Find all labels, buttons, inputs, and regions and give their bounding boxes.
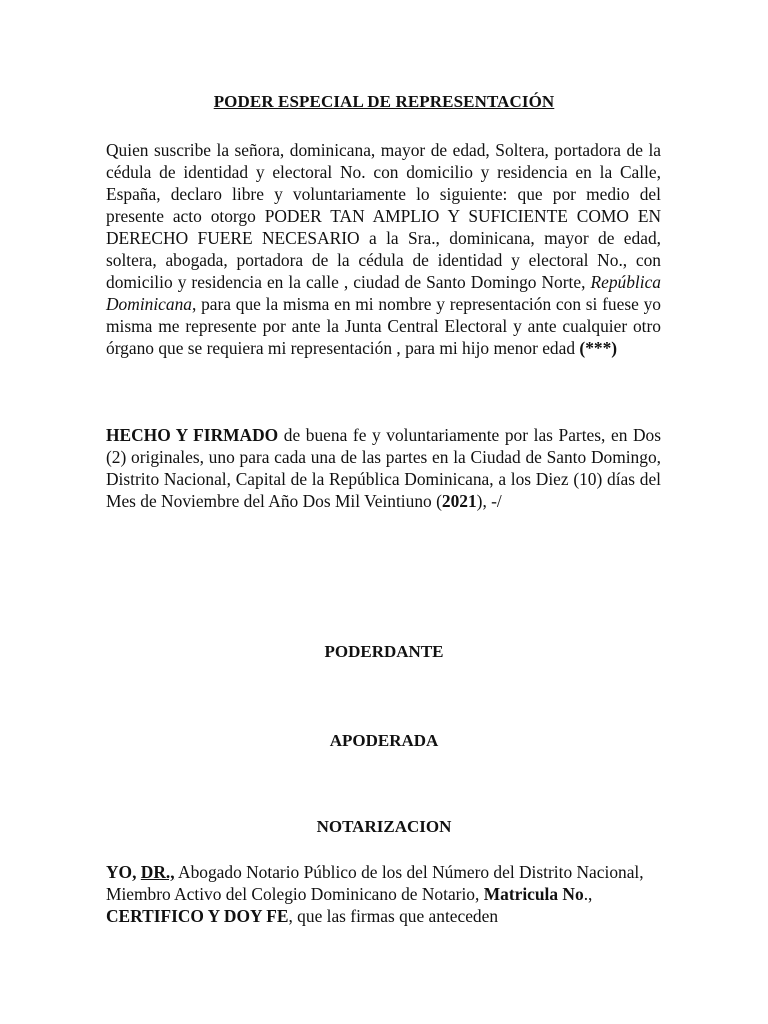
notary-text-1: Abogado Notario Público de los del Número del Distrito Nacional, Miembro Activo del Colegio Dominicano de Notario, [106,862,644,904]
signed-lead: HECHO Y FIRMADO [106,425,279,445]
notary-text-2: ., [583,884,593,904]
certifico-label: CERTIFICO Y DOY FE [106,906,289,926]
paragraph1-text-2: , para que la misma en mi nombre y representación con si fuese yo misma me represente por ante la Junta Central Electoral y ante cualquier otro órgano que se requiera mi representación , para mi hijo menor edad [106,294,661,358]
paragraph-notary [106,861,666,927]
document-title: PODER ESPECIAL DE REPRESENTACIÓN [213,92,555,111]
paragraph1-text-1: Quien suscribe la señora, dominicana, mayor de edad, Soltera, portadora de la cédula de identidad y electoral No. con domicilio y residencia en la Calle, España, declaro libre y voluntariamente lo siguiente: que por medio del presente acto otorgo PODER TAN AMPLIO Y SUFICIENTE COMO EN DERECHO FUERE NECESARIO a la Sra., dominicana, mayor de edad, soltera, abogada, portadora de la cédula de identidad y electoral No., con domicilio y residencia en la calle , ciudad de Santo Domingo Norte, [106,140,661,292]
heading-apoderada: APODERADA [329,731,439,750]
heading-poderdante: PODERDANTE [324,642,444,661]
matricula-label: Matricula No [483,884,584,904]
paragraph2-tail: ), -/ [476,491,502,511]
paragraph2-text: de buena fe y voluntariamente por las Partes, en Dos (2) originales, uno para cada una de las partes en la Ciudad de Santo Domingo, Distrito Nacional, Capital de la República Dominicana, a los Diez (10) días del Mes de Noviembre del Año Dos Mil Veintiuno ( [106,425,661,511]
country-name: República Dominicana [106,272,661,314]
year: 2021 [441,491,477,511]
dr-label: DR., [140,862,175,882]
placeholder-marker: (***) [579,338,618,358]
yo-label: YO, [106,862,141,882]
heading-notarizacion: NOTARIZACION [316,817,452,836]
notary-text-3: , que las firmas que anteceden [288,906,499,926]
paragraph-signed [106,424,661,512]
paragraph-grant-of-power [106,139,661,359]
